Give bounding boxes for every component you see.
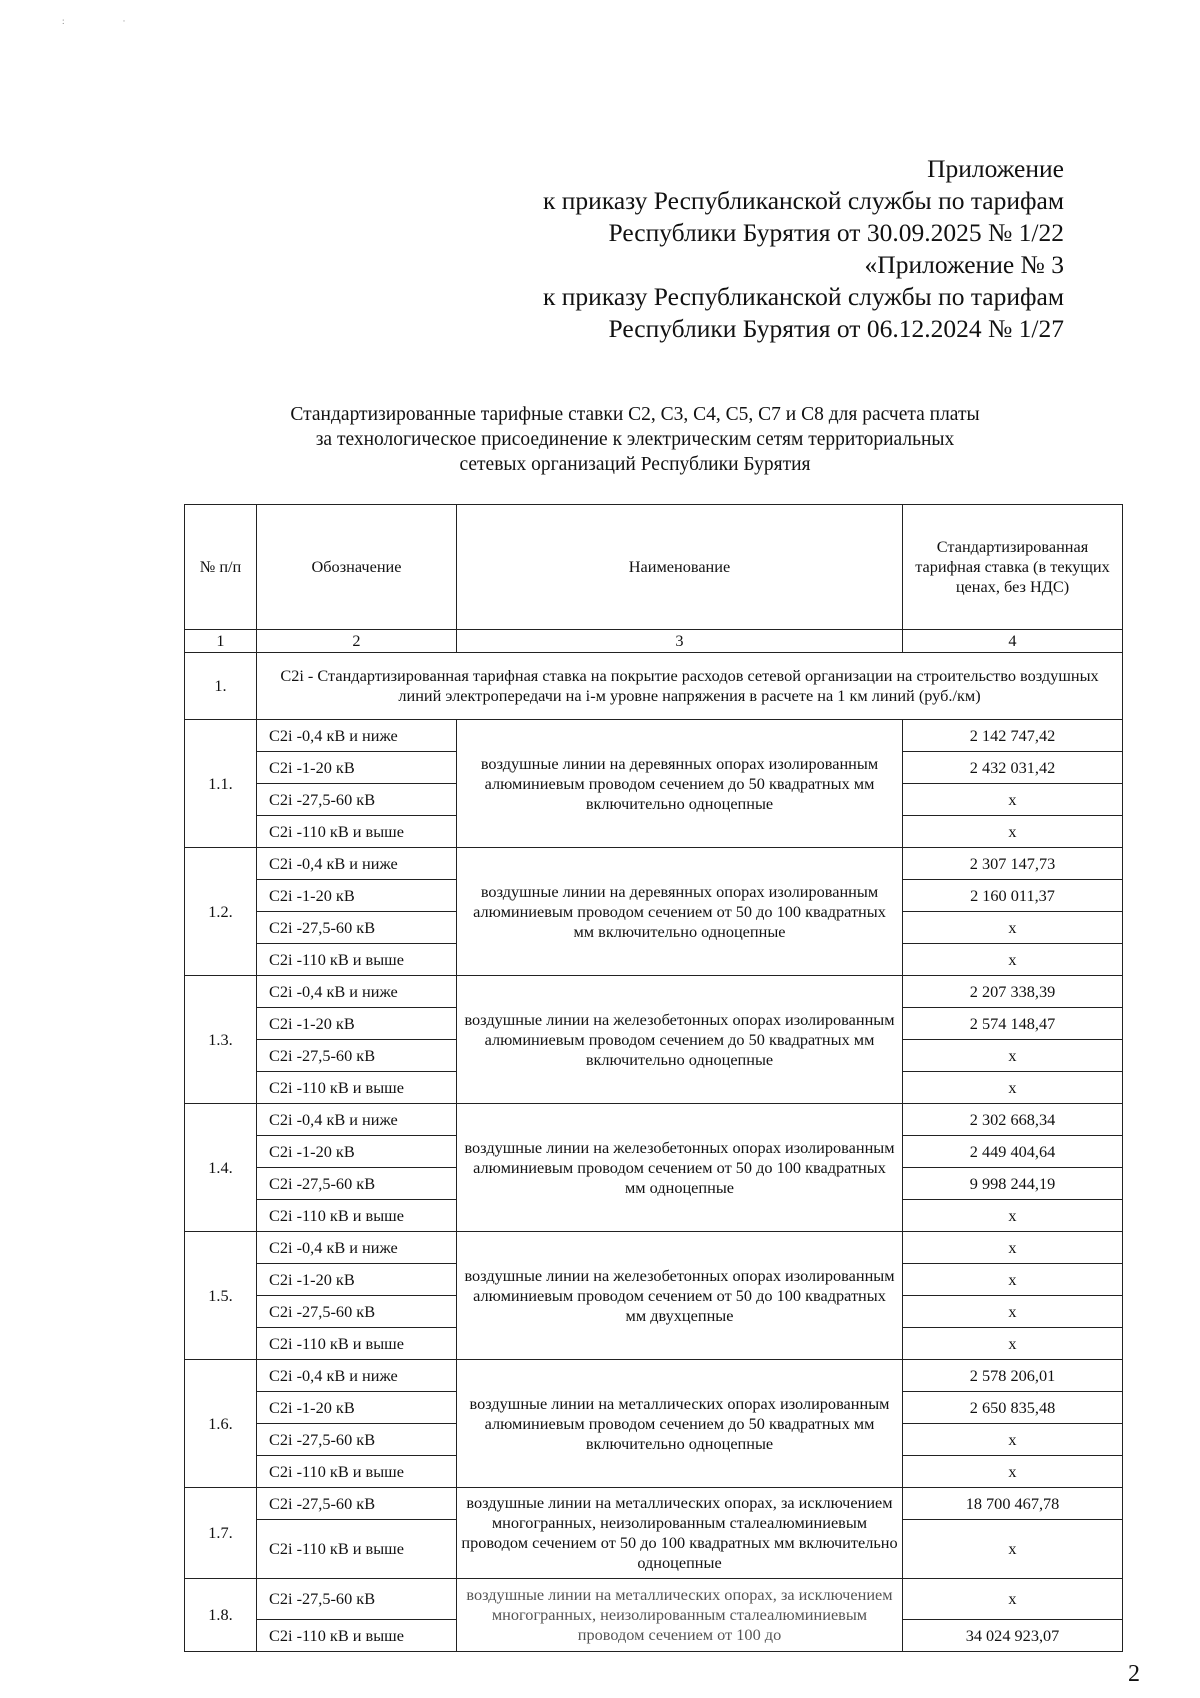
rate-cell: 2 578 206,01 (903, 1360, 1123, 1392)
rate-cell: х (903, 944, 1123, 976)
column-number: 3 (457, 630, 903, 653)
document-title (180, 402, 1090, 477)
designation-cell: С2i -27,5-60 кВ (257, 912, 457, 944)
header-line-6: Республики Бурятия от 06.12.2024 № 1/27 (608, 314, 1064, 343)
table-row (185, 848, 1123, 880)
header-line-3: Республики Бурятия от 30.09.2025 № 1/22 (608, 218, 1064, 247)
designation-cell: С2i -110 кВ и выше (257, 944, 457, 976)
rate-cell: 2 302 668,34 (903, 1104, 1123, 1136)
designation-cell: С2i -1-20 кВ (257, 1136, 457, 1168)
description-cell: воздушные линии на металлических опорах изолированным алюминиевым проводом сечением до 50 квадратных мм включительно одноцепные (457, 1360, 903, 1488)
rate-cell: х (903, 1264, 1123, 1296)
designation-cell: С2i -27,5-60 кВ (257, 1488, 457, 1520)
group-number: 1.5. (185, 1232, 257, 1360)
header-line-1: Приложение (927, 154, 1064, 183)
group-number: 1.1. (185, 720, 257, 848)
header-line-4: «Приложение № 3 (864, 250, 1064, 279)
group-number: 1.4. (185, 1104, 257, 1232)
rate-cell: 18 700 467,78 (903, 1488, 1123, 1520)
rate-cell: х (903, 1072, 1123, 1104)
table-row (185, 976, 1123, 1008)
rate-cell: 34 024 923,07 (903, 1620, 1123, 1652)
description-cell: воздушные линии на деревянных опорах изолированным алюминиевым проводом сечением до 50 квадратных мм включительно одноцепные (457, 720, 903, 848)
table-row (185, 1104, 1123, 1136)
rate-cell: х (903, 1328, 1123, 1360)
designation-cell: С2i -1-20 кВ (257, 880, 457, 912)
table-row (185, 1488, 1123, 1520)
rate-cell: х (903, 1296, 1123, 1328)
designation-cell: С2i -110 кВ и выше (257, 1072, 457, 1104)
group-number: 1.2. (185, 848, 257, 976)
rate-cell: 2 650 835,48 (903, 1392, 1123, 1424)
designation-cell: С2i -0,4 кВ и ниже (257, 848, 457, 880)
column-number: 1 (185, 630, 257, 653)
rate-cell: х (903, 1456, 1123, 1488)
description-cell: воздушные линии на железобетонных опорах изолированным алюминиевым проводом сечением до 50 квадратных мм включительно одноцепные (457, 976, 903, 1104)
column-header-num: № п/п (185, 505, 257, 630)
group-number: 1.8. (185, 1579, 257, 1652)
rate-cell: х (903, 816, 1123, 848)
designation-cell: С2i -27,5-60 кВ (257, 1168, 457, 1200)
page-number: 2 (1128, 1661, 1140, 1687)
description-cell: воздушные линии на металлических опорах, за исключением многогранных, неизолированным сталеалюминиевым проводом сечением от 100 до (457, 1579, 903, 1652)
group-number: 1.6. (185, 1360, 257, 1488)
designation-cell: С2i -1-20 кВ (257, 752, 457, 784)
rate-cell: 2 574 148,47 (903, 1008, 1123, 1040)
rate-cell: 9 998 244,19 (903, 1168, 1123, 1200)
designation-cell: С2i -1-20 кВ (257, 1264, 457, 1296)
rate-cell: 2 160 011,37 (903, 880, 1123, 912)
table-row (185, 1232, 1123, 1264)
rate-cell: х (903, 1424, 1123, 1456)
rate-cell: х (903, 1040, 1123, 1072)
description-cell: воздушные линии на железобетонных опорах изолированным алюминиевым проводом сечением от 50 до 100 квадратных мм одноцепные (457, 1104, 903, 1232)
column-number: 2 (257, 630, 457, 653)
tariff-rates-table (184, 504, 1123, 1652)
designation-cell: С2i -27,5-60 кВ (257, 1040, 457, 1072)
rate-cell: 2 432 031,42 (903, 752, 1123, 784)
designation-cell: С2i -1-20 кВ (257, 1008, 457, 1040)
table-row (185, 1579, 1123, 1620)
designation-cell: С2i -0,4 кВ и ниже (257, 1360, 457, 1392)
group-number: 1.3. (185, 976, 257, 1104)
description-cell: воздушные линии на деревянных опорах изолированным алюминиевым проводом сечением от 50 до 100 квадратных мм включительно одноцепные (457, 848, 903, 976)
table-row (185, 720, 1123, 752)
header-line-5: к приказу Республиканской службы по тарифам (543, 282, 1064, 311)
column-header-name: Наименование (457, 505, 903, 630)
rate-cell: х (903, 1200, 1123, 1232)
title-line-1: Стандартизированные тарифные ставки С2, С3, С4, С5, С7 и С8 для расчета платы (290, 404, 980, 425)
appendix-header (543, 153, 1064, 345)
rate-cell: 2 142 747,42 (903, 720, 1123, 752)
designation-cell: С2i -110 кВ и выше (257, 816, 457, 848)
designation-cell: С2i -27,5-60 кВ (257, 1296, 457, 1328)
section-title: С2i - Стандартизированная тарифная ставка на покрытие расходов сетевой организации на строительство воздушных линий электропередачи на i-м уровне напряжения в расчете на 1 км линий (руб./км) (257, 653, 1123, 720)
rate-cell: х (903, 1232, 1123, 1264)
title-line-3: сетевых организаций Республики Бурятия (459, 454, 811, 475)
rate-cell: 2 307 147,73 (903, 848, 1123, 880)
designation-cell: С2i -27,5-60 кВ (257, 784, 457, 816)
designation-cell: С2i -110 кВ и выше (257, 1456, 457, 1488)
designation-cell: С2i -0,4 кВ и ниже (257, 976, 457, 1008)
scan-marks: : · (62, 16, 126, 26)
designation-cell: С2i -0,4 кВ и ниже (257, 1232, 457, 1264)
column-header-rate: Стандартизированная тарифная ставка (в текущих ценах, без НДС) (903, 505, 1123, 630)
designation-cell: С2i -1-20 кВ (257, 1392, 457, 1424)
group-number: 1.7. (185, 1488, 257, 1579)
description-cell: воздушные линии на железобетонных опорах изолированным алюминиевым проводом сечением от 50 до 100 квадратных мм двухцепные (457, 1232, 903, 1360)
designation-cell: С2i -27,5-60 кВ (257, 1579, 457, 1620)
designation-cell: С2i -110 кВ и выше (257, 1520, 457, 1579)
table-row (185, 1360, 1123, 1392)
rate-cell: х (903, 912, 1123, 944)
rate-cell: х (903, 1520, 1123, 1579)
designation-cell: С2i -0,4 кВ и ниже (257, 1104, 457, 1136)
section-number: 1. (185, 653, 257, 720)
rate-cell: 2 449 404,64 (903, 1136, 1123, 1168)
rate-cell: х (903, 1579, 1123, 1620)
header-line-2: к приказу Республиканской службы по тарифам (543, 186, 1064, 215)
rate-cell: х (903, 784, 1123, 816)
designation-cell: С2i -110 кВ и выше (257, 1200, 457, 1232)
column-number-row (185, 630, 1123, 653)
description-cell: воздушные линии на металлических опорах, за исключением многогранных, неизолированным сталеалюминиевым проводом сечением от 50 до 100 квадратных мм включительно одноцепные (457, 1488, 903, 1579)
designation-cell: С2i -0,4 кВ и ниже (257, 720, 457, 752)
section-row (185, 653, 1123, 720)
title-line-2: за технологическое присоединение к электрическим сетям территориальных (315, 429, 955, 450)
column-number: 4 (903, 630, 1123, 653)
designation-cell: С2i -27,5-60 кВ (257, 1424, 457, 1456)
designation-cell: С2i -110 кВ и выше (257, 1328, 457, 1360)
column-header-designation: Обозначение (257, 505, 457, 630)
rate-cell: 2 207 338,39 (903, 976, 1123, 1008)
designation-cell: С2i -110 кВ и выше (257, 1620, 457, 1652)
table-header-row (185, 505, 1123, 630)
